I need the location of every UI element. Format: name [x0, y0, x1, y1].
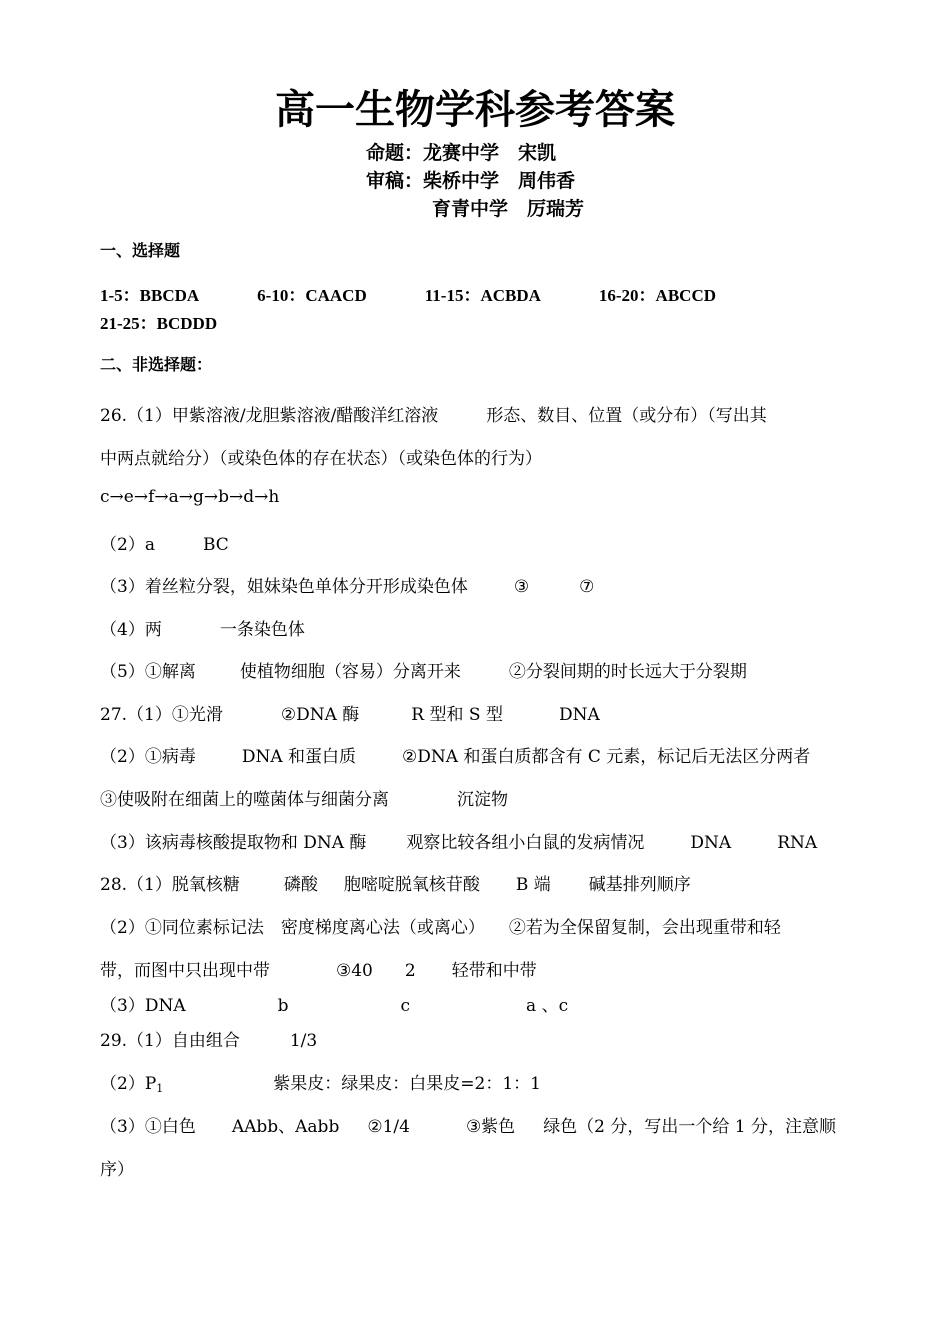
q28-1-d: B 端 [515, 875, 551, 895]
q26-3-a: （3）着丝粒分裂，姐妹染色单体分开形成染色体 [100, 577, 468, 597]
section-heading-nonchoice: 二、非选择题： [100, 355, 213, 374]
q29-line-1 [100, 1026, 317, 1051]
setter-label: 命题： [366, 142, 424, 164]
q29-2-b: 紫果皮：绿果皮：白果皮=2：1：1 [273, 1074, 541, 1094]
q29-line-2 [100, 1069, 541, 1095]
q29-line-3 [100, 1112, 836, 1137]
q26-line-4 [100, 530, 229, 555]
q26-4-a: （4）两 [100, 620, 162, 640]
section-heading-choice: 一、选择题 [100, 241, 181, 260]
q29-1-a: 29.（1）自由组合 [100, 1031, 240, 1051]
reviewer-credit [366, 166, 575, 193]
q29-line-4: 序） [100, 1160, 134, 1180]
q29-3-e: 绿色（2 分，写出一个给 1 分，注意顺 [543, 1117, 837, 1137]
setter-name: 龙赛中学 宋凯 [423, 142, 557, 164]
q26-line-3: c→e→f→a→g→b→d→h [100, 487, 280, 507]
q26-5-a: （5）①解离 [100, 662, 196, 682]
q28-1-e: 碱基排列顺序 [588, 875, 691, 895]
q27-line-3 [100, 785, 508, 810]
choice-answers-row-1 [100, 281, 716, 306]
q28-3-b: b [277, 996, 289, 1016]
answers-6-10: 6-10：CAACD [257, 286, 367, 305]
q27-1-b: ②DNA 酶 [280, 705, 360, 725]
q26-5-c: ②分裂间期的时长远大于分裂期 [508, 662, 747, 682]
q26-line-1 [100, 401, 767, 426]
q26-2-a: （2）a [100, 535, 155, 555]
q27-line-1 [100, 700, 600, 725]
setter-credit [366, 138, 556, 165]
q29-2-subscript: 1 [156, 1082, 164, 1095]
q26-3-b: ③ [513, 577, 530, 597]
page-title: 高一生物学科参考答案 [275, 87, 675, 133]
q26-2-b: BC [202, 535, 229, 555]
answers-1-5: 1-5：BBCDA [100, 286, 200, 305]
q26-line-5 [100, 572, 594, 597]
q27-3-d: RNA [777, 833, 818, 853]
q28-2-d: ③40 [336, 961, 373, 981]
q28-2-f: 轻带和中带 [451, 961, 537, 981]
q27-2-d: ③使吸附在细菌上的噬菌体与细菌分离 [100, 790, 389, 810]
q26-line-6 [100, 615, 305, 640]
q28-2-a: （2）①同位素标记法 密度梯度离心法（或离心） [100, 918, 485, 938]
reviewer-credit-2 [432, 194, 584, 221]
q27-2-e: 沉淀物 [457, 790, 508, 810]
q27-2-b: DNA 和蛋白质 [241, 747, 357, 767]
q29-3-c: ②1/4 [367, 1117, 410, 1137]
q27-3-c: DNA [690, 833, 732, 853]
q29-3-b: AAbb、Aabb [231, 1117, 340, 1137]
q28-line-4 [100, 991, 568, 1016]
q26-5-b: 使植物细胞（容易）分离开来 [239, 662, 461, 682]
q26-line-7 [100, 657, 747, 682]
q28-1-a: 28.（1）脱氧核糖 [100, 875, 240, 895]
q28-2-b: ②若为全保留复制，会出现重带和轻 [508, 918, 781, 938]
q27-3-b: 观察比较各组小白鼠的发病情况 [406, 833, 645, 853]
q29-2-a: （2）P [100, 1074, 157, 1094]
q27-line-4 [100, 828, 817, 853]
q27-2-a: （2）①病毒 [100, 747, 196, 767]
q27-1-d: DNA [558, 705, 600, 725]
q26-4-b: 一条染色体 [219, 620, 305, 640]
q28-1-b: 磷酸 [283, 875, 318, 895]
q28-1-c: 胞嘧啶脱氧核苷酸 [343, 875, 480, 895]
q27-line-2 [100, 742, 810, 767]
q29-3-a: （3）①白色 [100, 1117, 196, 1137]
q28-3-a: （3）DNA [100, 996, 186, 1016]
q28-3-c: c [400, 996, 411, 1016]
q27-1-c: R 型和 S 型 [411, 705, 503, 725]
q27-1-a: 27.（1）①光滑 [100, 705, 223, 725]
q28-line-3 [100, 956, 537, 981]
q29-3-d: ③紫色 [465, 1117, 516, 1137]
answers-16-20: 16-20：ABCCD [598, 286, 716, 305]
q28-line-2 [100, 913, 781, 938]
q27-3-a: （3）该病毒核酸提取物和 DNA 酶 [100, 833, 367, 853]
reviewer-name-1: 柴桥中学 周伟香 [423, 170, 576, 192]
q26-1-observe: 形态、数目、位置（或分布）（写出其 [486, 406, 767, 426]
q28-line-1 [100, 870, 691, 895]
q28-2-c: 带，而图中只出现中带 [100, 961, 270, 981]
q28-2-e: 2 [404, 961, 416, 981]
q29-1-b: 1/3 [289, 1031, 318, 1051]
reviewer-label: 审稿： [366, 170, 424, 192]
reviewer-name-2: 育青中学 厉瑞芳 [432, 198, 585, 220]
q26-3-c: ⑦ [579, 577, 595, 597]
q28-3-d: a 、c [526, 996, 569, 1016]
q26-1-reagent: 26.（1）甲紫溶液/龙胆紫溶液/醋酸洋红溶液 [100, 406, 439, 426]
answers-11-15: 11-15：ACBDA [424, 286, 541, 305]
q27-2-c: ②DNA 和蛋白质都含有 C 元素，标记后无法区分两者 [402, 747, 811, 767]
q26-line-2: 中两点就给分）（或染色体的存在状态）（或染色体的行为） [100, 449, 542, 469]
answers-21-25: 21-25：BCDDD [100, 314, 218, 333]
